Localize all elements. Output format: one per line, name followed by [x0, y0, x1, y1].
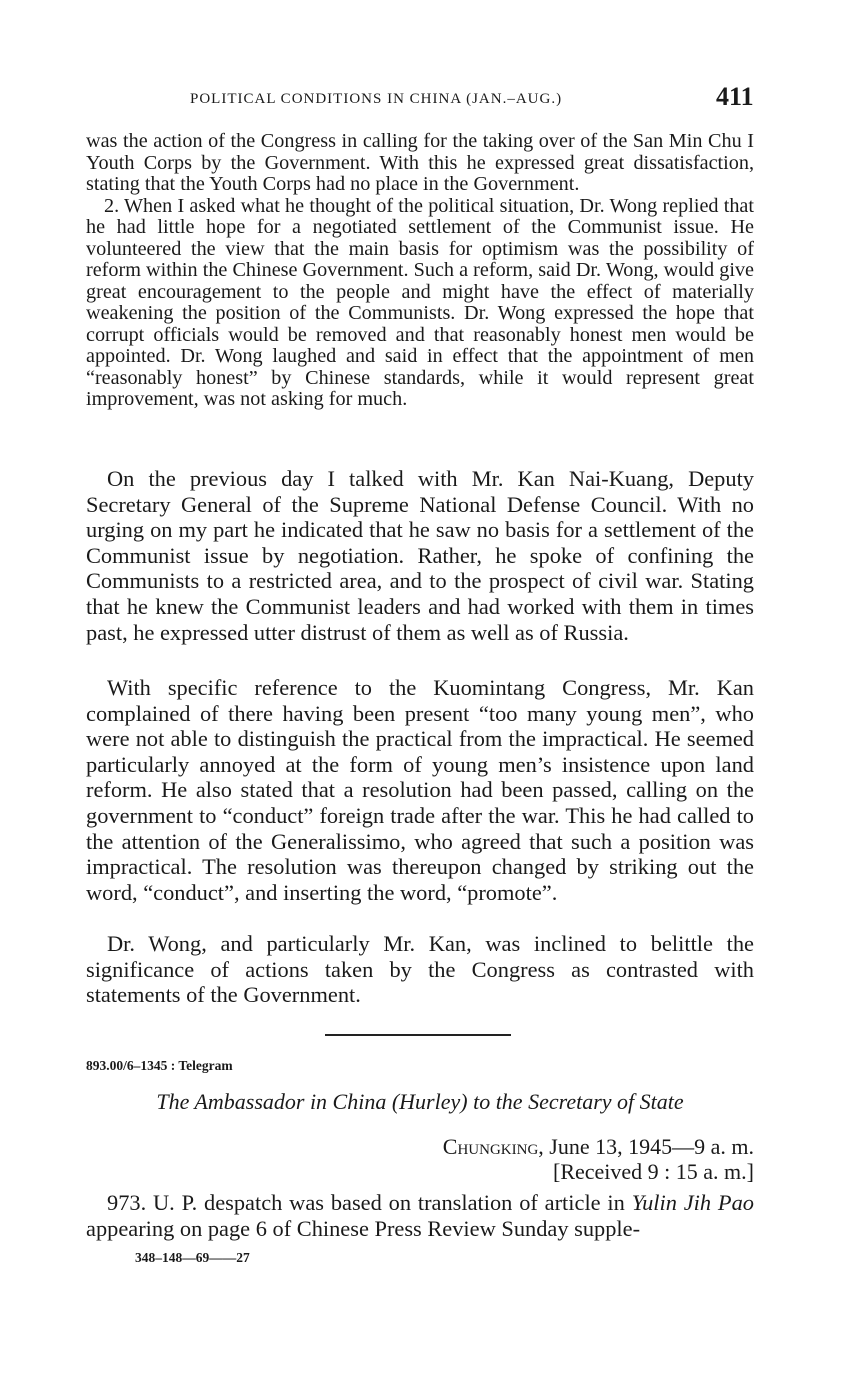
- memo-continuation: [86, 131, 754, 411]
- newspaper-name: Yulin Jih Pao: [631, 1190, 754, 1215]
- dateline-date: , June 13, 1945—9 a. m.: [538, 1134, 754, 1159]
- body-section-kan: [86, 466, 754, 645]
- telegram-body: [86, 1190, 754, 1241]
- dateline-place: Chungking: [442, 1134, 539, 1159]
- paragraph-numbered-2: 2. When I asked what he thought of the political situation, Dr. Wong replied that he had little hope for a negotiated settlement of the Communist issue. He volunteered the view that the main basis for optimism was the possibility of reform within the Chinese Government. Such a reform, said Dr. Wong, would give great encouragement to the people and might have the effect of materially weakening the position of the Communists. Dr. Wong expressed the hope that corrupt officials would be removed and that reasonably honest men would be appointed. Dr. Wong laughed and said in effect that the appointment of men “reasonably honest” by Chinese standards, while it would represent great improvement, was not asking for much.: [86, 194, 754, 410]
- section-divider: [325, 1034, 511, 1036]
- telegram-text-rest: appearing on page 6 of Chinese Press Review Sunday supple-: [86, 1215, 641, 1241]
- print-code: 348–148—69——27: [135, 1250, 250, 1265]
- file-number: 893.00/6–1345 : Telegram: [86, 1058, 233, 1073]
- paragraph-kuomintang-congress: With specific reference to the Kuomintang Congress, Mr. Kan complained of there having been present “too many young men”, who were not able to distinguish the practical from the impractical. He seemed particularly annoyed at the form of young men’s insistence upon land reform. He also stated that a resolution had been passed, calling on the government to “conduct” foreign trade after the war. This he had called to the attention of the Generalissimo, who agreed that such a position was impractical. The resolution was thereupon changed by striking out the word, “conduct”, and inserting the word, “promote”.: [86, 675, 754, 905]
- body-section-summary: [86, 931, 754, 1008]
- received-time: [Received 9 : 15 a. m.]: [553, 1159, 754, 1184]
- body-section-congress: [86, 675, 754, 905]
- paragraph-continuation: was the action of the Congress in calling for the taking over of the San Min Chu I Youth Corps by the Government. With this he expressed great dissatisfaction, stating that the Youth Corps had no place in the Government.: [86, 130, 754, 195]
- paragraph-kan-meeting: On the previous day I talked with Mr. Kan Nai-Kuang, Deputy Secretary General of the Supreme National Defense Council. With no urging on my part he indicated that he saw no basis for a settlement of the Communist issue by negotiation. Rather, he spoke of confining the Communists to a restricted area, and to the prospect of civil war. Stating that he knew the Communist leaders and had worked with them in times past, he expressed utter distrust of them as well as of Russia.: [86, 466, 754, 645]
- telegram-text-start: 973. U. P. despatch was based on translation of article in: [107, 1190, 632, 1215]
- document-title: The Ambassador in China (Hurley) to the Secretary of State: [156, 1089, 684, 1114]
- page-number: 411: [716, 82, 754, 111]
- dateline: [443, 1134, 754, 1160]
- paragraph-summary: Dr. Wong, and particularly Mr. Kan, was inclined to belittle the significance of actions taken by the Congress as contrasted with statements of the Government.: [86, 931, 754, 1008]
- running-head: POLITICAL CONDITIONS IN CHINA (JAN.–AUG.): [190, 91, 563, 107]
- telegram-paragraph: [86, 1190, 754, 1241]
